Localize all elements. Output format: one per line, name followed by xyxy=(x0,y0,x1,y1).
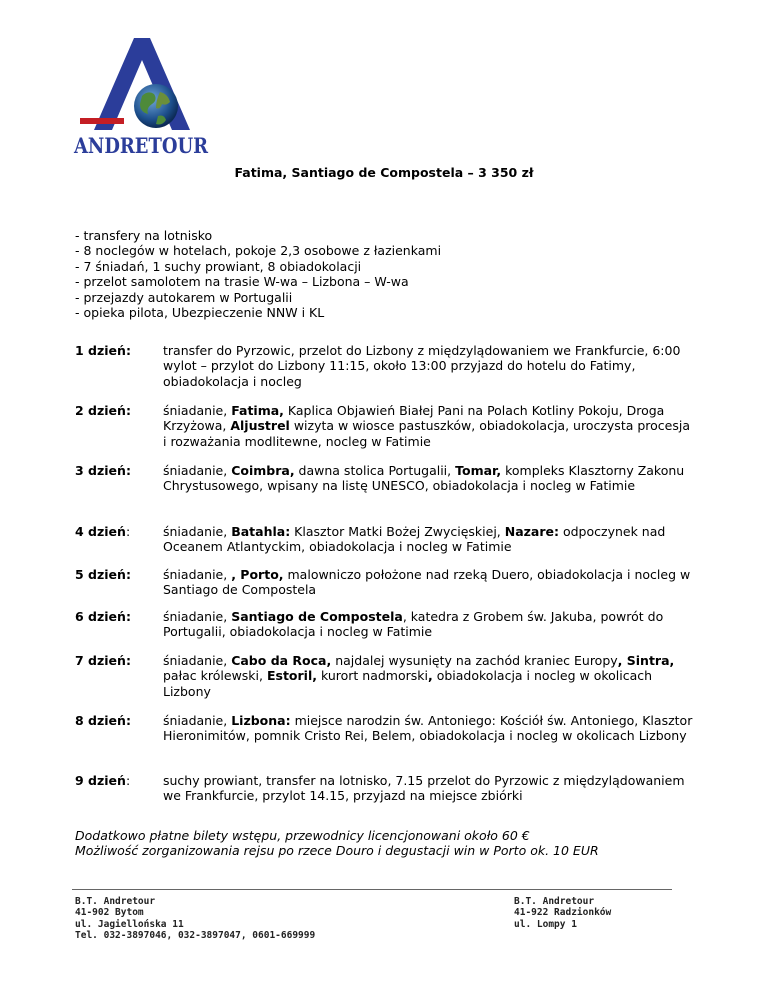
description-text: wizyta w wiosce pastuszków, obiadokolacja, uroczysta procesja i rozważania modlitewne, nocleg w Fatimie xyxy=(163,418,691,449)
included-service-item: - opieka pilota, Ubezpieczenie NNW i KL xyxy=(75,305,325,321)
included-service-item: - przelot samolotem na trasie W-wa – Lizbona – W-wa xyxy=(75,274,409,290)
day-label xyxy=(75,524,130,539)
day-label-colon: : xyxy=(125,524,131,539)
day-description xyxy=(163,773,695,804)
footer-address-right xyxy=(514,896,611,930)
place-name: , Sintra, xyxy=(617,653,675,668)
company-logo xyxy=(72,34,212,159)
day-description xyxy=(163,463,695,494)
place-name: Batahla: xyxy=(231,524,291,539)
day-description xyxy=(163,567,695,598)
day-label-colon: : xyxy=(125,609,131,624)
page-title: Fatima, Santiago de Compostela – 3 350 zł xyxy=(234,165,534,180)
description-text: pałac królewski, xyxy=(163,668,267,684)
day-label-colon: : xyxy=(125,463,131,478)
itinerary-day xyxy=(75,773,695,804)
day-label xyxy=(75,773,130,788)
footer-line: Tel. 032-3897046, 032-3897047, 0601-669999 xyxy=(75,930,316,942)
footer-line: 41-922 Radzionków xyxy=(514,907,612,919)
day-description xyxy=(163,403,695,449)
day-label-colon: : xyxy=(125,773,131,788)
day-label xyxy=(75,653,131,668)
included-service-item: - 8 noclegów w hotelach, pokoje 2,3 osobowe z łazienkami xyxy=(75,243,442,259)
day-label-colon: : xyxy=(125,403,131,418)
place-name: Nazare: xyxy=(504,524,559,539)
place-name: , xyxy=(427,668,433,684)
footer-line: 41-902 Bytom xyxy=(75,907,144,919)
day-label-text: 6 dzień xyxy=(75,609,126,624)
description-text: dawna stolica Portugalii, xyxy=(294,463,456,478)
additional-info xyxy=(75,828,599,859)
footer-divider xyxy=(72,889,672,890)
day-label xyxy=(75,567,131,582)
itinerary-day xyxy=(75,524,695,555)
place-name: Fatima, xyxy=(231,403,284,418)
day-description xyxy=(163,524,695,555)
day-label-colon: : xyxy=(125,653,131,668)
day-description xyxy=(163,343,695,389)
itinerary-day xyxy=(75,343,695,389)
day-description xyxy=(163,653,695,699)
day-label-colon: : xyxy=(125,567,131,582)
description-text: kurort nadmorski xyxy=(317,668,428,684)
footer-line: B.T. Andretour xyxy=(75,896,156,907)
day-label xyxy=(75,609,131,624)
day-description xyxy=(163,609,695,640)
description-text: suchy prowiant, transfer na lotnisko, 7.15 przelot do Pyrzowic z międzylądowaniem we Frankfurcie, przylot 14.15, przyjazd na miejsce zbiórki xyxy=(163,773,685,804)
itinerary-day xyxy=(75,609,695,640)
itinerary-day xyxy=(75,567,695,598)
description-text: śniadanie, xyxy=(163,403,232,418)
description-text: śniadanie, xyxy=(163,653,232,668)
description-text: najdalej wysunięty na zachód kraniec Europy xyxy=(331,653,618,668)
additional-info-line: Możliwość zorganizowania rejsu po rzece Douro i degustacji win w Porto ok. 10 EUR xyxy=(75,843,599,859)
description-text: śniadanie, xyxy=(163,463,232,478)
footer-line: ul. Lompy 1 xyxy=(514,918,577,930)
day-label xyxy=(75,403,131,418)
day-label xyxy=(75,713,131,728)
day-label-text: 2 dzień xyxy=(75,403,126,418)
description-text: Kaplica Objawień Białej Pani na Polach Kotliny Pokoju, Droga Krzyżowa, xyxy=(163,403,665,434)
description-text: kompleks Klasztorny Zakonu Chrystusowego, wpisany na listę UNESCO, obiadokolacja i nocleg w Fatimie xyxy=(163,463,685,494)
footer-address-left xyxy=(75,896,315,942)
place-name: , Porto, xyxy=(231,567,284,582)
description-text: Klasztor Matki Bożej Zwycięskiej, xyxy=(290,524,505,539)
day-label-text: 3 dzień xyxy=(75,463,126,478)
description-text: , katedra z Grobem św. Jakuba, powrót do Portugalii, obiadokolacja i nocleg w Fatimie xyxy=(163,609,664,640)
description-text: odpoczynek nad Oceanem Atlantyckim, obiadokolacja i nocleg w Fatimie xyxy=(163,524,666,555)
place-name: Cabo da Roca, xyxy=(231,653,332,668)
included-service-item: - przejazdy autokarem w Portugalii xyxy=(75,289,293,305)
day-label-text: 1 dzień xyxy=(75,343,126,358)
day-label xyxy=(75,463,131,478)
description-text: malowniczo położone nad rzeką Duero, obiadokolacja i nocleg w Santiago de Compostela xyxy=(163,567,691,598)
place-name: Coimbra, xyxy=(231,463,295,478)
description-text: śniadanie, xyxy=(163,609,232,624)
description-text: śniadanie, xyxy=(163,713,232,728)
place-name: Estoril, xyxy=(266,668,317,684)
day-label xyxy=(75,343,131,358)
description-text: miejsce narodzin św. Antoniego: Kościół św. Antoniego, Klasztor Hieronimitów, pomnik Cristo Rei, Belem, obiadokolacja i nocleg w okolicach Lizbony xyxy=(163,713,693,744)
day-label-text: 9 dzień xyxy=(75,773,126,788)
included-services-list xyxy=(75,228,441,320)
day-label-text: 5 dzień xyxy=(75,567,126,582)
place-name: Santiago de Compostela xyxy=(231,609,403,624)
itinerary-day xyxy=(75,713,695,744)
day-label-text: 7 dzień xyxy=(75,653,126,668)
itinerary-day xyxy=(75,403,695,449)
day-label-text: 8 dzień xyxy=(75,713,126,728)
day-label-colon: : xyxy=(125,343,131,358)
day-label-text: 4 dzień xyxy=(75,524,126,539)
place-name: Aljustrel xyxy=(230,418,290,434)
included-service-item: - 7 śniadań, 1 suchy prowiant, 8 obiadokolacji xyxy=(75,258,362,274)
place-name: Lizbona: xyxy=(231,713,291,728)
day-label-colon: : xyxy=(125,713,131,728)
description-text: obiadokolacja i nocleg w okolicach Lizbony xyxy=(163,668,653,699)
itinerary-day xyxy=(75,463,695,494)
place-name: Tomar, xyxy=(455,463,502,478)
footer-line: ul. Jagiellońska 11 xyxy=(75,918,184,930)
description-text: śniadanie, xyxy=(163,567,232,582)
included-service-item: - transfery na lotnisko xyxy=(75,228,213,243)
logo-brand-text: ANDRETOUR xyxy=(73,133,209,158)
itinerary-day xyxy=(75,653,695,699)
day-description xyxy=(163,713,695,744)
description-text: transfer do Pyrzowic, przelot do Lizbony z międzylądowaniem we Frankfurcie, 6:00 wylot – przylot do Lizbony 11:15, około 13:00 przyjazd do hotelu do Fatimy, obiadokolacja i nocleg xyxy=(163,343,681,389)
description-text: śniadanie, xyxy=(163,524,232,539)
footer-line: B.T. Andretour xyxy=(514,896,595,907)
additional-info-line: Dodatkowo płatne bilety wstępu, przewodnicy licencjonowani około 60 € xyxy=(75,828,530,843)
